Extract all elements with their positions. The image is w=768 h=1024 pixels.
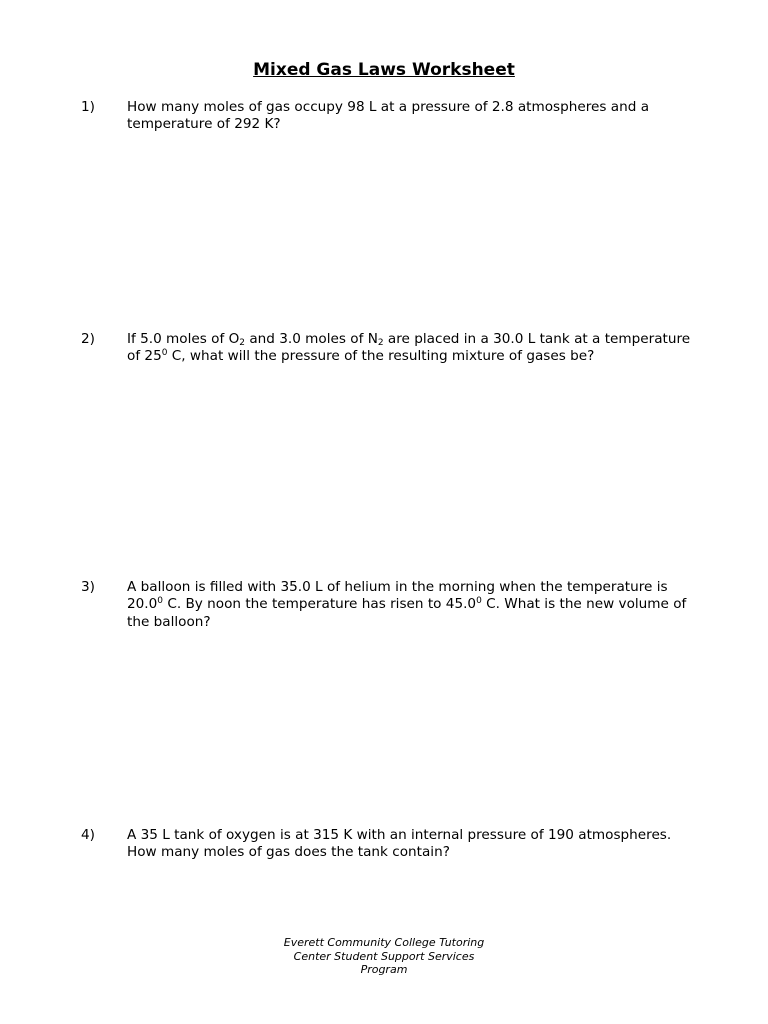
question-text: How many moles of gas occupy 98 L at a pressure of 2.8 atmospheres and a temperature of 292 K? [127,99,650,133]
footer-line: Program [360,963,408,977]
text-segment: A balloon is filled with 35.0 L of helium in the morning when the temperature is 20.0 [127,579,668,613]
text-segment: and 3.0 moles of N [245,331,378,347]
text-segment: If 5.0 moles of O [127,331,240,347]
subscript: 2 [239,338,246,348]
degree-superscript: 0 [157,596,164,607]
degree-superscript: 0 [161,348,168,359]
text-segment: are placed in a 30.0 L tank at a temperature of 25 [127,331,691,365]
question-text: A 35 L tank of oxygen is at 315 K with an internal pressure of 190 atmospheres. How many moles of gas does the tank contain? [127,827,672,861]
footer-line: Everett Community College Tutoring [283,936,485,949]
text-segment: C. What is the new volume of the balloon? [127,596,687,630]
footer [0,936,768,977]
page-title: Mixed Gas Laws Worksheet [253,60,515,80]
question-number: 2) [81,331,95,347]
question-number: 1) [81,99,95,115]
question-text [127,579,697,631]
subscript: 2 [377,338,384,348]
question-text [127,331,697,366]
degree-superscript: 0 [476,596,482,607]
question-number: 3) [81,579,95,595]
footer-line: Center Student Support Services [293,949,475,963]
question-number: 4) [81,827,95,843]
text-segment: C. By noon the temperature has risen to 45.0 [163,596,477,613]
text-segment: C, what will the pressure of the resulting mixture of gases be? [167,348,595,365]
